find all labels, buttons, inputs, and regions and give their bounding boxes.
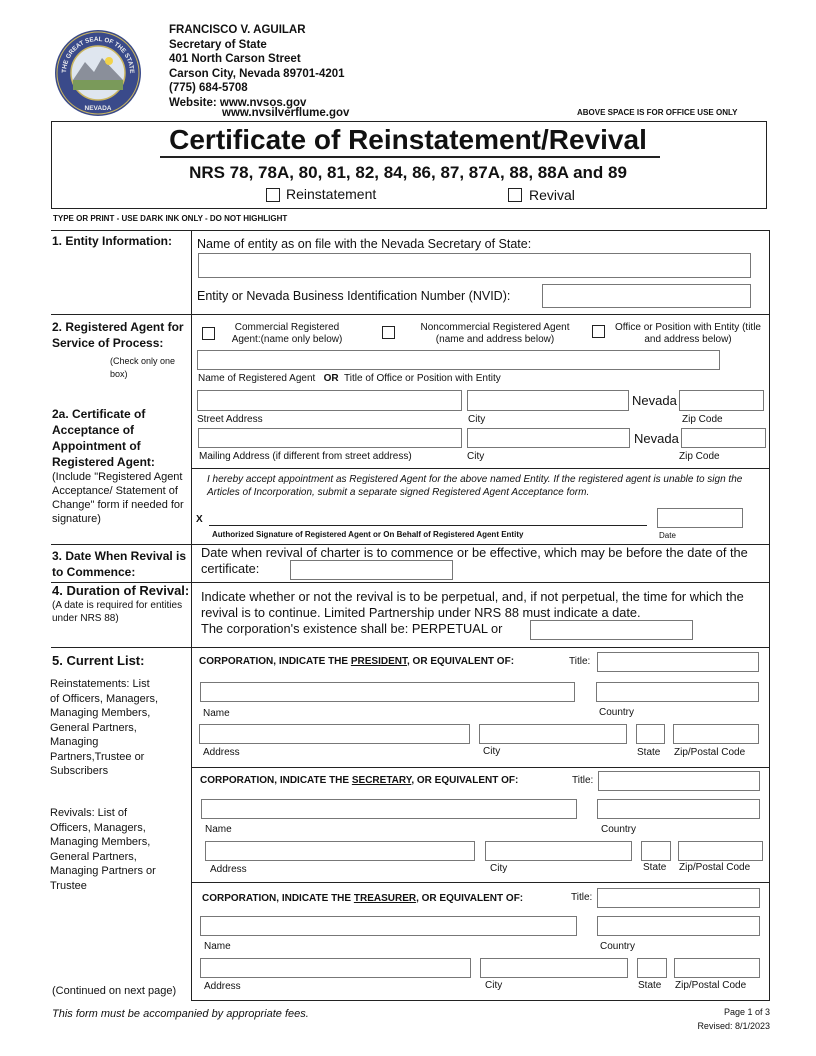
instructions: TYPE OR PRINT - USE DARK INK ONLY - DO NOT HIGHLIGHT bbox=[53, 214, 288, 223]
treasurer-address-input[interactable] bbox=[200, 958, 471, 978]
treasurer-city-input[interactable] bbox=[480, 958, 628, 978]
zip-caption: Zip/Postal Code bbox=[674, 747, 746, 758]
s5-reinstatements: Reinstatements: List of Officers, Managers, Managing Members, General Partners, Managing Partners,Trustee or Subscribers bbox=[50, 678, 159, 777]
secretary-country-input[interactable] bbox=[597, 799, 760, 819]
country-caption: Country bbox=[599, 707, 635, 718]
city-input[interactable] bbox=[467, 390, 629, 411]
president-state-input[interactable] bbox=[636, 724, 665, 744]
city-caption: City bbox=[483, 746, 501, 757]
city-caption: City bbox=[468, 414, 486, 425]
president-title-input[interactable] bbox=[597, 652, 759, 672]
secretary-zip-input[interactable] bbox=[678, 841, 763, 861]
sos-website: Website: www.nvsos.gov bbox=[169, 96, 307, 109]
zip-caption: Zip/Postal Code bbox=[679, 862, 751, 873]
zip-caption: Zip Code bbox=[682, 414, 723, 425]
city-caption: City bbox=[485, 980, 503, 991]
office-position-checkbox[interactable] bbox=[592, 325, 605, 338]
commercial-agent-checkbox[interactable] bbox=[202, 327, 215, 340]
noncommercial-agent-label: Noncommercial Registered Agent (name and address below) bbox=[420, 322, 570, 345]
secretary-name-input[interactable] bbox=[201, 799, 577, 819]
revised-date: Revised: 8/1/2023 bbox=[697, 1021, 770, 1031]
signature-date-input[interactable] bbox=[657, 508, 743, 528]
duration-input[interactable] bbox=[530, 620, 693, 640]
form-title: Certificate of Reinstatement/Revival bbox=[169, 124, 647, 155]
s2-label: 2. Registered Agent for Service of Process: bbox=[52, 320, 184, 350]
sos-street: 401 North Carson Street bbox=[169, 53, 301, 66]
treasurer-zip-input[interactable] bbox=[674, 958, 760, 978]
sos-website-2: www.nvsilverflume.gov bbox=[222, 107, 350, 119]
state-caption: State bbox=[643, 862, 667, 873]
s4-note: (A date is required for entities under NRS 88) bbox=[52, 600, 183, 624]
s5-label: 5. Current List: bbox=[52, 653, 145, 668]
mailing-city-caption: City bbox=[467, 451, 485, 462]
s5-revivals: Revivals: List of Officers, Managers, Managing Members, General Partners, Managing Partners or Trustee bbox=[50, 807, 156, 892]
officer-title-label: Title: bbox=[569, 656, 591, 667]
state-caption: State bbox=[638, 980, 662, 991]
agent-name-input[interactable] bbox=[197, 350, 720, 370]
nvid-input[interactable] bbox=[542, 284, 751, 308]
secretary-address-input[interactable] bbox=[205, 841, 475, 861]
agent-name-caption: Name of Registered Agent OR Title of Office or Position with Entity bbox=[198, 373, 501, 384]
address-caption: Address bbox=[203, 747, 240, 758]
s2-check-note: (Check only one box) bbox=[110, 356, 176, 379]
entity-name-input[interactable] bbox=[198, 253, 751, 278]
street-address-input[interactable] bbox=[197, 390, 462, 411]
president-name-input[interactable] bbox=[200, 682, 575, 702]
noncommercial-agent-checkbox[interactable] bbox=[382, 326, 395, 339]
treasurer-country-input[interactable] bbox=[597, 916, 760, 936]
date-caption: Date bbox=[659, 531, 676, 540]
mailing-address-input[interactable] bbox=[198, 428, 462, 448]
office-use-note: ABOVE SPACE IS FOR OFFICE USE ONLY bbox=[577, 108, 738, 117]
zip-input[interactable] bbox=[679, 390, 764, 411]
name-caption: Name bbox=[203, 708, 230, 719]
officer-heading: CORPORATION, INDICATE THE TREASURER, OR EQUIVALENT OF: bbox=[202, 893, 524, 904]
name-caption: Name bbox=[204, 941, 231, 952]
treasurer-title-input[interactable] bbox=[597, 888, 760, 908]
state-seal bbox=[50, 28, 146, 118]
s3-text: Date when revival of charter is to commence or be effective, which may be before the date of the certificate: bbox=[201, 545, 748, 576]
mailing-address-caption: Mailing Address (if different from street address) bbox=[199, 451, 412, 462]
agent-acceptance-statement: I hereby accept appointment as Registered Agent for the above named Entity. If the registered agent is unable to sign the Articles of Incorporation, submit a separate signed Registered Agent Acceptance form. bbox=[207, 474, 743, 498]
s3-label: 3. Date When Revival is to Commence: bbox=[52, 549, 187, 579]
s5-continued: (Continued on next page) bbox=[52, 985, 177, 997]
address-caption: Address bbox=[204, 981, 241, 992]
signature-line[interactable] bbox=[209, 525, 647, 526]
president-address-input[interactable] bbox=[199, 724, 470, 744]
revival-checkbox[interactable] bbox=[508, 188, 522, 202]
sos-city: Carson City, Nevada 89701-4201 bbox=[169, 67, 345, 80]
street-address-caption: Street Address bbox=[197, 414, 263, 425]
reinstatement-checkbox[interactable] bbox=[266, 188, 280, 202]
fee-note: This form must be accompanied by appropriate fees. bbox=[52, 1008, 309, 1020]
svg-text:THE GREAT SEAL OF THE STATE OF: THE GREAT SEAL OF THE STATE bbox=[60, 35, 136, 74]
treasurer-state-input[interactable] bbox=[637, 958, 667, 978]
sos-name: FRANCISCO V. AGUILAR bbox=[169, 24, 306, 36]
s1-label: 1. Entity Information: bbox=[52, 234, 172, 248]
officer-heading: CORPORATION, INDICATE THE PRESIDENT, OR EQUIVALENT OF: bbox=[199, 656, 515, 667]
state-nevada-2: Nevada bbox=[634, 431, 679, 446]
country-caption: Country bbox=[601, 824, 637, 835]
mailing-zip-input[interactable] bbox=[681, 428, 766, 448]
address-caption: Address bbox=[210, 864, 247, 875]
state-nevada: Nevada bbox=[632, 393, 677, 408]
s4-text: Indicate whether or not the revival is to be perpetual, and, if not perpetual, the time for which the revival is to continue. Limited Partnership under NRS 88 must indicate a date. bbox=[201, 589, 744, 620]
zip-caption: Zip/Postal Code bbox=[675, 980, 747, 991]
name-caption: Name bbox=[205, 824, 232, 835]
sos-phone: (775) 684-5708 bbox=[169, 82, 248, 95]
commercial-agent-label: Commercial Registered Agent:(name only below) bbox=[231, 322, 343, 345]
s4-existence: The corporation's existence shall be: PERPETUAL or bbox=[201, 621, 503, 636]
president-zip-input[interactable] bbox=[673, 724, 759, 744]
mailing-city-input[interactable] bbox=[467, 428, 630, 448]
reinstatement-label: Reinstatement bbox=[286, 186, 377, 202]
president-city-input[interactable] bbox=[479, 724, 627, 744]
officer-title-label: Title: bbox=[572, 775, 594, 786]
s2a-note: (Include "Registered Agent Acceptance/ Statement of Change" form if needed for signature) bbox=[52, 471, 184, 525]
page-number: Page 1 of 3 bbox=[723, 1007, 770, 1017]
svg-text:NEVADA: NEVADA bbox=[84, 105, 112, 112]
secretary-title-input[interactable] bbox=[598, 771, 760, 791]
secretary-state-input[interactable] bbox=[641, 841, 671, 861]
revival-date-input[interactable] bbox=[290, 560, 453, 580]
country-caption: Country bbox=[600, 941, 636, 952]
nrs-line: NRS 78, 78A, 80, 81, 82, 84, 86, 87, 87A, 88, 88A and 89 bbox=[189, 163, 627, 182]
office-position-label: Office or Position with Entity (title and address below) bbox=[615, 322, 761, 345]
president-country-input[interactable] bbox=[596, 682, 759, 702]
city-caption: City bbox=[490, 863, 508, 874]
state-caption: State bbox=[637, 747, 661, 758]
sos-office: Secretary of State bbox=[169, 38, 267, 51]
revival-label: Revival bbox=[529, 187, 575, 203]
treasurer-name-input[interactable] bbox=[200, 916, 577, 936]
officer-heading: CORPORATION, INDICATE THE SECRETARY, OR EQUIVALENT OF: bbox=[200, 775, 519, 786]
s2a-label: 2a. Certificate of Acceptance of Appointment of Registered Agent: bbox=[52, 407, 155, 469]
secretary-city-input[interactable] bbox=[485, 841, 632, 861]
mailing-zip-caption: Zip Code bbox=[679, 451, 720, 462]
s1-nvid-prompt: Entity or Nevada Business Identification Number (NVID): bbox=[197, 289, 511, 303]
signature-caption: Authorized Signature of Registered Agent or On Behalf of Registered Agent Entity bbox=[212, 530, 524, 539]
s4-label: 4. Duration of Revival: bbox=[52, 583, 190, 598]
signature-x: X bbox=[196, 514, 203, 525]
s1-name-prompt: Name of entity as on file with the Nevada Secretary of State: bbox=[197, 237, 532, 251]
officer-title-label: Title: bbox=[571, 892, 593, 903]
